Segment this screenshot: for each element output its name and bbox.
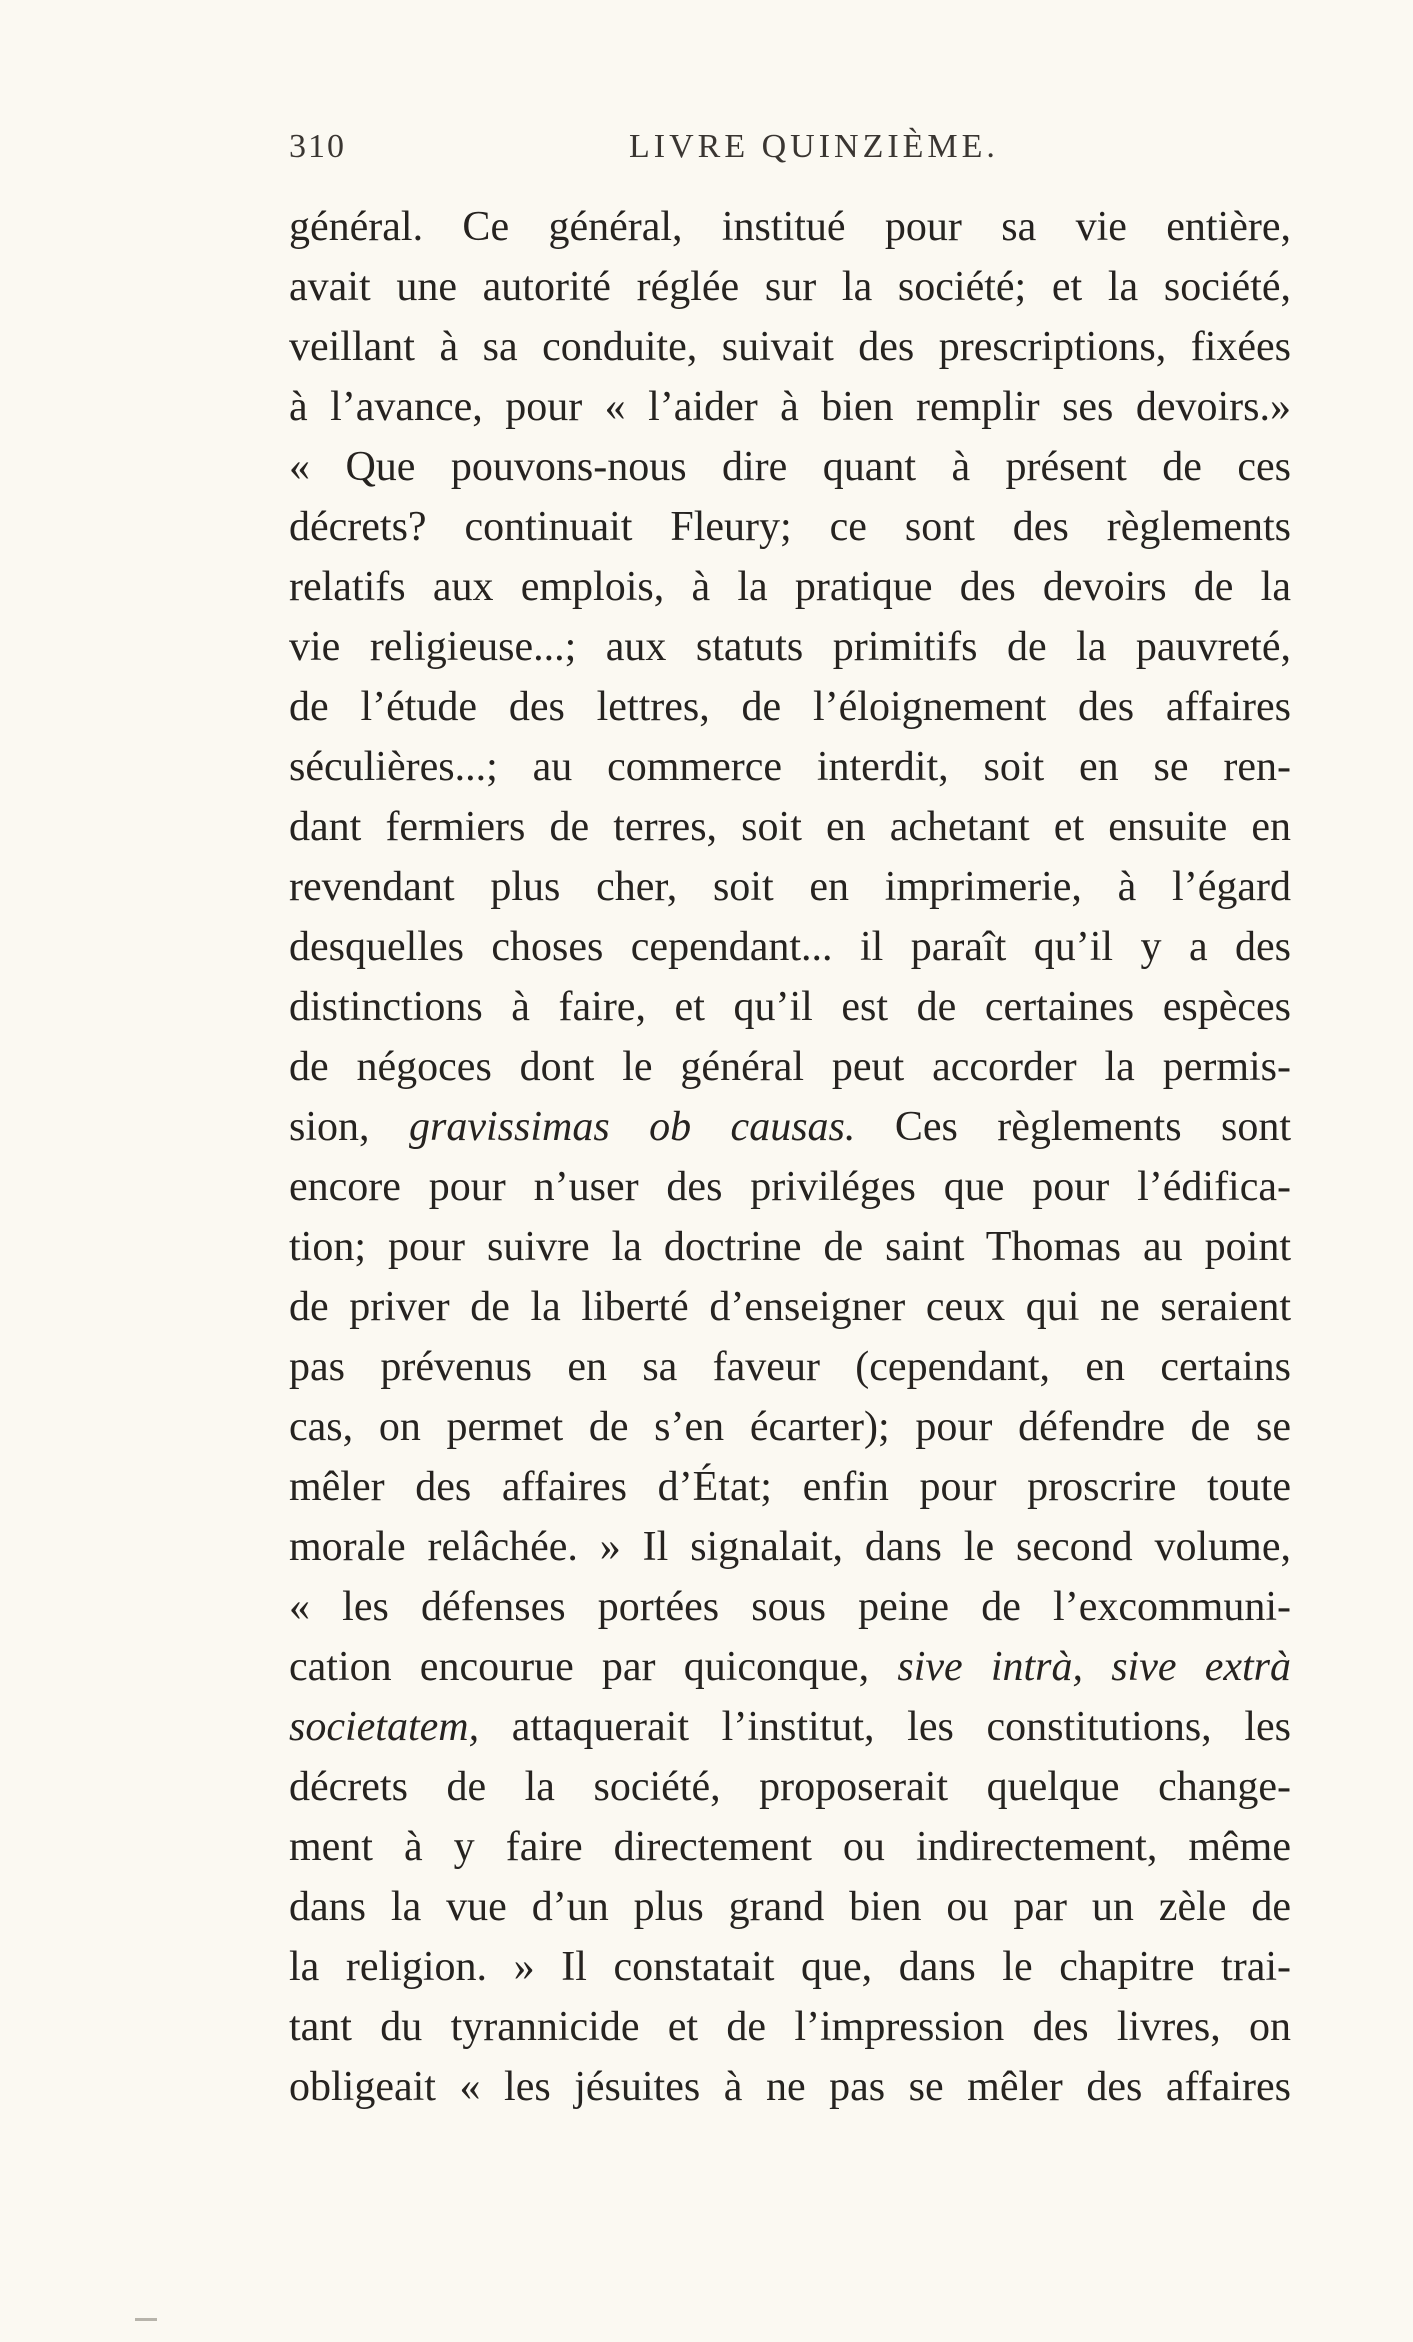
text-line-with-latin (289, 1637, 1291, 1697)
text-segment: sion, (289, 1104, 409, 1150)
text-line-with-latin (289, 1697, 1291, 1757)
text-line: tant du tyrannicide et de l’impression des livres, on (289, 2004, 1291, 2050)
latin-phrase: sive intrà, sive extrà (897, 1644, 1291, 1690)
text-line: vie religieuse...; aux statuts primitifs de la pauvreté, (289, 624, 1291, 670)
text-line: morale relâchée. » Il signalait, dans le second volume, (289, 1524, 1291, 1570)
latin-phrase: societatem, (289, 1704, 480, 1750)
text-line: la religion. » Il constatait que, dans le chapitre trai- (289, 1944, 1291, 1990)
text-line: décrets de la société, proposerait quelque change- (289, 1764, 1291, 1810)
page-number: 310 (289, 128, 346, 165)
text-segment: cation encourue par quiconque, (289, 1644, 898, 1690)
scan-mark (135, 2318, 157, 2321)
text-line: de négoces dont le général peut accorder la permis- (289, 1044, 1291, 1090)
text-line: veillant à sa conduite, suivait des prescriptions, fixées (289, 324, 1291, 370)
text-line-with-latin (289, 1097, 1291, 1157)
text-line: de priver de la liberté d’enseigner ceux qui ne seraient (289, 1284, 1291, 1330)
text-line: de l’étude des lettres, de l’éloignement des affaires (289, 684, 1291, 730)
text-line: mêler des affaires d’État; enfin pour proscrire toute (289, 1464, 1291, 1510)
text-line: desquelles choses cependant... il paraît qu’il y a des (289, 924, 1291, 970)
text-line: cas, on permet de s’en écarter); pour défendre de se (289, 1404, 1291, 1450)
text-line: obligeait « les jésuites à ne pas se mêler des affaires (289, 2064, 1291, 2110)
text-line: relatifs aux emplois, à la pratique des devoirs de la (289, 564, 1291, 610)
text-segment: Ces règlements sont (855, 1104, 1292, 1150)
text-line: distinctions à faire, et qu’il est de certaines espèces (289, 984, 1291, 1030)
latin-phrase: gravissimas ob causas. (408, 1104, 856, 1150)
text-segment: attaquerait l’institut, les constitutions, les (479, 1704, 1291, 1750)
text-line: décrets? continuait Fleury; ce sont des règlements (289, 504, 1291, 550)
text-line: ment à y faire directement ou indirectement, même (289, 1824, 1291, 1870)
text-line: tion; pour suivre la doctrine de saint Thomas au point (289, 1224, 1291, 1270)
text-line: pas prévenus en sa faveur (cependant, en certains (289, 1344, 1291, 1390)
text-line: avait une autorité réglée sur la société; et la société, (289, 264, 1291, 310)
text-line: encore pour n’user des priviléges que pour l’édifica- (289, 1164, 1291, 1210)
text-line: général. Ce général, institué pour sa vie entière, (289, 204, 1291, 250)
text-line: séculières...; au commerce interdit, soit en se ren- (289, 744, 1291, 790)
text-line: à l’avance, pour « l’aider à bien remplir ses devoirs.» (289, 384, 1291, 430)
text-line: dans la vue d’un plus grand bien ou par un zèle de (289, 1884, 1291, 1930)
text-line: revendant plus cher, soit en imprimerie, à l’égard (289, 864, 1291, 910)
text-line: « les défenses portées sous peine de l’excommuni- (289, 1584, 1291, 1630)
page-header (289, 128, 1291, 168)
running-title: LIVRE QUINZIÈME. (629, 128, 999, 165)
body-text (289, 197, 1291, 2117)
text-line: dant fermiers de terres, soit en achetant et ensuite en (289, 804, 1291, 850)
text-line: « Que pouvons-nous dire quant à présent de ces (289, 444, 1291, 490)
